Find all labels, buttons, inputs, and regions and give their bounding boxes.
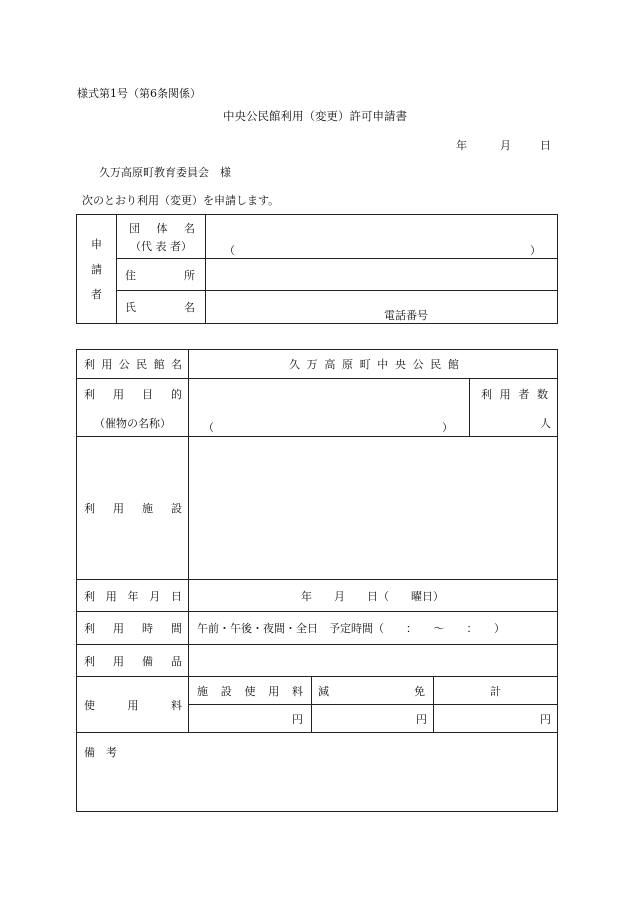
- time-value: 午前・午後・夜間・全日 予定時間（ ： 〜 ： ）: [197, 622, 505, 635]
- name-label-cell: 氏 名: [117, 291, 206, 324]
- date-label-cell: 利 用 年 月 日: [77, 580, 189, 612]
- group-name-label-cell: 団 体 名 （代 表 者）: [117, 215, 206, 259]
- hall-name-value: 久 万 高 原 町 中 央 公 民 館: [189, 350, 558, 379]
- date-year: 年: [456, 139, 467, 152]
- time-field[interactable]: [189, 612, 558, 645]
- facility-field[interactable]: [189, 437, 558, 580]
- usage-table: [76, 349, 558, 812]
- fee-label-cell: 使 用 料: [77, 677, 189, 733]
- form-number: 様式第1号（第6条関係）: [77, 87, 201, 100]
- date-day: 日: [540, 139, 551, 152]
- exemption-yen: 円: [416, 712, 427, 726]
- users-unit: 人: [540, 417, 551, 430]
- intro-text: 次のとおり利用（変更）を申請します。: [82, 194, 280, 207]
- facility-fee-label: 施 設 使 用 料: [189, 677, 312, 705]
- event-name-label: （催物の名称）: [94, 417, 171, 430]
- representative-label: （代 表 者）: [130, 239, 192, 253]
- phone-label: 電話番号: [384, 309, 428, 322]
- facility-fee-field[interactable]: [189, 705, 312, 733]
- purpose-label-cell: 利 用 目 的 （催物の名称）: [77, 379, 189, 437]
- applicant-table: [76, 214, 558, 324]
- remarks-field[interactable]: [77, 733, 558, 812]
- equipment-field[interactable]: [189, 645, 558, 677]
- addressee: 久万高原町教育委員会 様: [99, 166, 231, 179]
- date-month: 月: [500, 139, 511, 152]
- facility-label-cell: 利 用 施 設: [77, 437, 189, 580]
- time-label-cell: 利 用 時 間: [77, 612, 189, 645]
- group-name-field[interactable]: [206, 215, 558, 259]
- facility-fee-yen: 円: [292, 712, 303, 726]
- equipment-label-cell: 利 用 備 品: [77, 645, 189, 677]
- users-count-cell[interactable]: 利 用 者 数 人: [470, 379, 558, 437]
- event-paren-open: （: [203, 421, 214, 434]
- date-value: 年 月 日（ 曜日）: [301, 589, 444, 603]
- document-title: 中央公民館利用（変更）許可申請書: [223, 109, 407, 123]
- name-field[interactable]: [206, 291, 558, 324]
- address-field[interactable]: [206, 259, 558, 291]
- applicant-section-label: 申 請 者: [77, 215, 117, 324]
- total-yen: 円: [540, 712, 551, 726]
- event-paren-close: ）: [442, 421, 453, 434]
- exemption-field[interactable]: [312, 705, 434, 733]
- purpose-field[interactable]: [189, 379, 470, 437]
- date-field[interactable]: [189, 580, 558, 612]
- remarks-label: 備 考: [84, 746, 117, 759]
- representative-paren-close: ）: [530, 244, 541, 257]
- hall-label-cell: 利 用 公 民 館 名: [77, 350, 189, 379]
- date-line: [456, 137, 551, 153]
- total-label: 計: [434, 677, 558, 705]
- total-field[interactable]: [434, 705, 558, 733]
- representative-paren-open: （: [224, 244, 235, 257]
- address-label-cell: 住 所: [117, 259, 206, 291]
- exemption-label: 減 免: [312, 677, 434, 705]
